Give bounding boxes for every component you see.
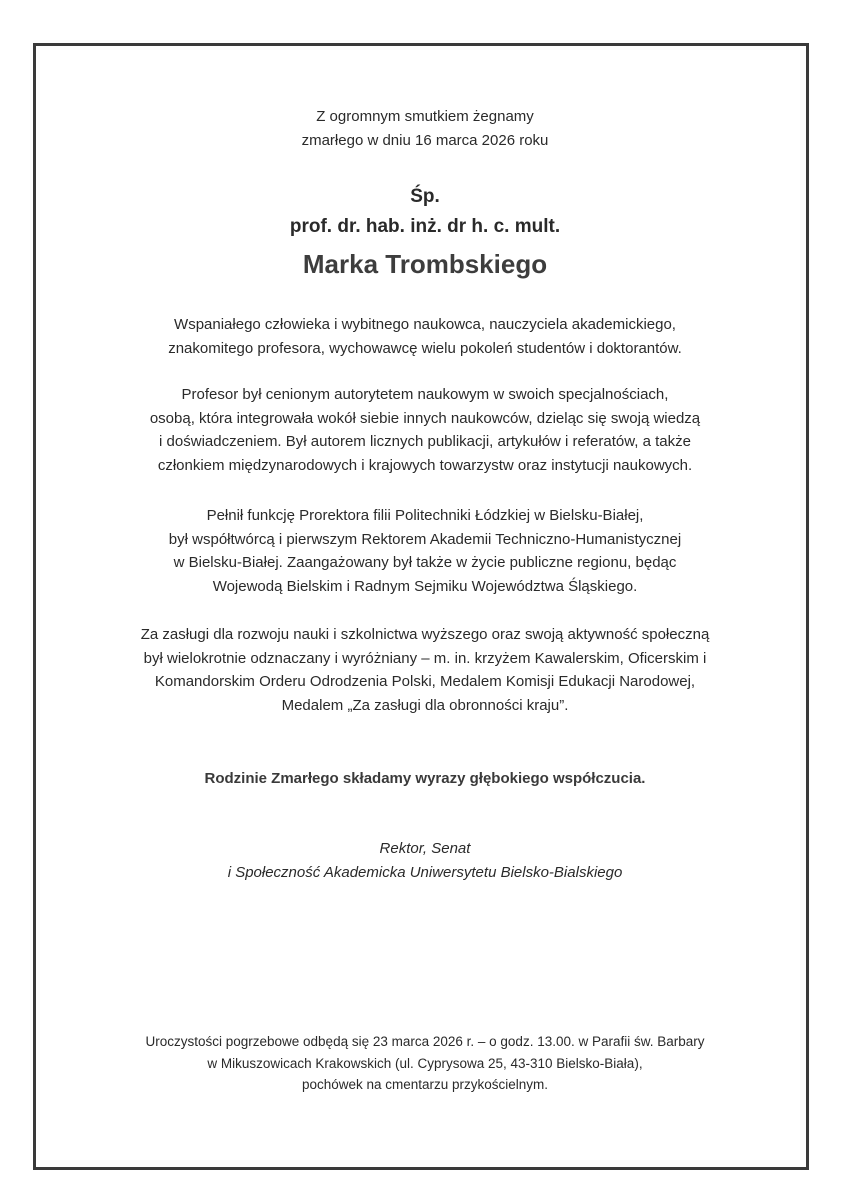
signature-line: Rektor, Senat [379,840,471,857]
paragraph-scientific [0,383,850,477]
paragraph-functions [0,504,850,598]
funeral-info [0,1031,850,1096]
paragraph-line: i doświadczeniem. Był autorem licznych publikacji, artykułów i referatów, a także [159,433,691,450]
paragraph-line: Medalem „Za zasługi dla obronności kraju”. [281,696,569,714]
intro-line: Z ogromnym smutkiem żegnamy [316,108,534,125]
funeral-line: pochówek na cmentarzu przykościelnym. [301,1077,549,1092]
paragraph-line: Za zasługi dla rozwoju nauki i szkolnictwa wyższego oraz swoją aktywność społeczną [140,626,710,643]
paragraph-awards [0,623,850,717]
paragraph-line: osobą, która integrowała wokół siebie innych naukowców, dzieląc się swoją wiedzą [149,409,701,427]
intro-line: zmarłego w dniu 16 marca 2026 roku [301,131,549,149]
paragraph-line: Komandorskim Orderu Odrodzenia Polski, Medalem Komisji Edukacji Narodowej, [154,673,696,690]
paragraph-line: był współtwórcą i pierwszym Rektorem Akademii Techniczno-Humanistycznej [168,530,682,548]
paragraph-line: Wojewodą Bielskim i Radnym Sejmiku Województwa Śląskiego. [212,577,638,595]
condolence-text: Rodzinie Zmarłego składamy wyrazy głębokiego współczucia. [204,770,646,787]
academic-title: prof. dr. hab. inż. dr h. c. mult. [289,216,561,237]
paragraph-line: członkiem międzynarodowych i krajowych towarzystw oraz instytucji naukowych. [157,456,693,474]
paragraph-line: znakomitego profesora, wychowawcę wielu pokoleń studentów i doktorantów. [168,339,682,357]
honorific: Śp. [410,186,440,207]
deceased-name: Marka Trombskiego [302,249,548,279]
paragraph-line: Pełnił funkcję Prorektora filii Politechniki Łódzkiej w Bielsku-Białej, [206,507,644,524]
paragraph-line: w Bielsku-Białej. Zaangażowany był także w życie publiczne regionu, będąc [173,554,677,571]
intro-text [0,105,850,152]
paragraph-character [0,313,850,360]
paragraph-line: Wspaniałego człowieka i wybitnego naukowca, nauczyciela akademickiego, [174,316,676,333]
funeral-line: w Mikuszowicach Krakowskich (ul. Cyprysowa 25, 43-310 Bielsko-Biała), [207,1055,643,1071]
funeral-line: Uroczystości pogrzebowe odbędą się 23 marca 2026 r. – o godz. 13.00. w Parafii św. Barbary [145,1034,705,1049]
paragraph-line: Profesor był cenionym autorytetem naukowym w swoich specjalnościach, [181,386,669,403]
signature [0,837,850,884]
paragraph-line: był wielokrotnie odznaczany i wyróżniany – m. in. krzyżem Kawalerskim, Oficerskim i [143,649,707,667]
signature-line: i Społeczność Akademicka Uniwersytetu Bielsko-Bialskiego [227,863,623,881]
